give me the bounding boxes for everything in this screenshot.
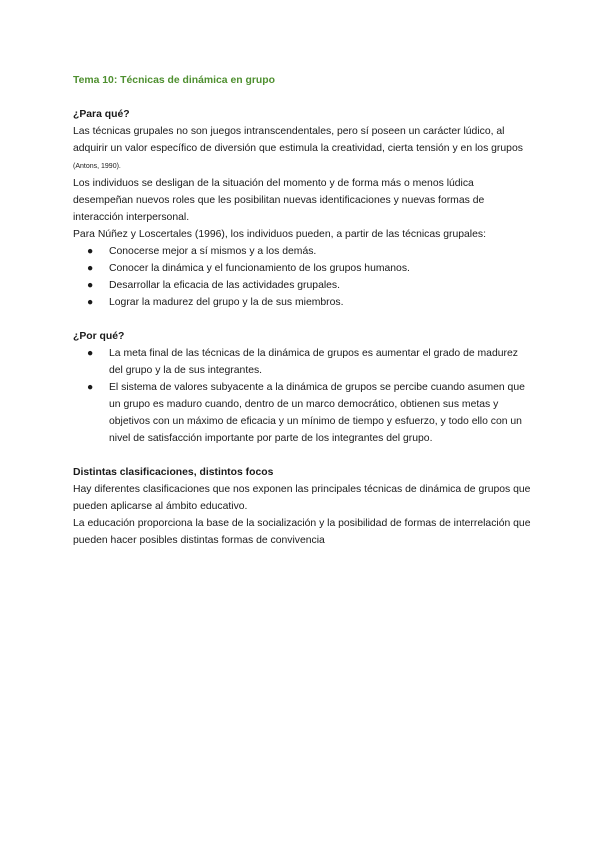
document-title: Tema 10: Técnicas de dinámica en grupo	[73, 75, 275, 86]
section-heading: ¿Por qué?	[73, 331, 125, 342]
list-item-text: Conocer la dinámica y el funcionamiento de los grupos humanos.	[109, 263, 410, 274]
paragraph: Hay diferentes clasificaciones que nos exponen las principales técnicas de dinámica de grupos que pueden aplicarse al ámbito educativo.	[73, 484, 531, 512]
citation: (Antons, 1990).	[73, 163, 121, 170]
paragraph: La educación proporciona la base de la socialización y la posibilidad de formas de interrelación que pueden hacer posibles distintas formas de convivencia	[73, 518, 531, 546]
section-clasificaciones	[73, 464, 533, 549]
section-heading: Distintas clasificaciones, distintos focos	[73, 467, 274, 478]
paragraph-text: Las técnicas grupales no son juegos intranscendentales, pero sí poseen un carácter lúdico, al adquirir un valor específico de diversión que estimula la creatividad, cierta tensión y en los grupos	[73, 126, 523, 154]
bullet-icon: ●	[87, 263, 94, 274]
list-item-text: Conocerse mejor a sí mismos y a los demás.	[109, 246, 317, 257]
paragraph: Los individuos se desligan de la situación del momento y de forma más o menos lúdica desempeñan nuevos roles que les posibilitan nuevas identificaciones y nuevas formas de interacción interpersonal.	[73, 178, 485, 223]
section-heading: ¿Para qué?	[73, 109, 130, 120]
bullet-icon: ●	[87, 246, 94, 257]
bullet-icon: ●	[87, 280, 94, 291]
section-para-que	[73, 106, 533, 311]
paragraph: Para Núñez y Loscertales (1996), los individuos pueden, a partir de las técnicas grupales:	[73, 229, 486, 240]
list-item-text: Desarrollar la eficacia de las actividades grupales.	[109, 280, 341, 291]
bullet-icon: ●	[87, 382, 94, 393]
list-item-text: Lograr la madurez del grupo y la de sus miembros.	[109, 297, 344, 308]
list-item	[73, 379, 533, 447]
spacer	[73, 447, 533, 464]
list-item-text: El sistema de valores subyacente a la dinámica de grupos se percibe cuando asumen que un grupo es maduro cuando, dentro de un marco democrático, obtienen sus metas y objetivos con un máximo de eficacia y un mínimo de tiempo y esfuerzo, y todo ello con un nivel de satisfacción importante por parte de los integrantes del grupo.	[109, 382, 525, 444]
paragraph	[73, 123, 533, 175]
bullet-list	[73, 243, 533, 311]
spacer	[73, 89, 533, 106]
document-page	[73, 72, 533, 549]
bullet-icon: ●	[87, 297, 94, 308]
bullet-icon: ●	[87, 348, 94, 359]
list-item	[73, 294, 533, 311]
list-item	[73, 243, 533, 260]
bullet-list	[73, 345, 533, 447]
spacer	[73, 311, 533, 328]
list-item	[73, 277, 533, 294]
section-por-que	[73, 328, 533, 447]
list-item	[73, 260, 533, 277]
list-item-text: La meta final de las técnicas de la dinámica de grupos es aumentar el grado de madurez del grupo y la de sus integrantes.	[109, 348, 518, 376]
list-item	[73, 345, 533, 379]
